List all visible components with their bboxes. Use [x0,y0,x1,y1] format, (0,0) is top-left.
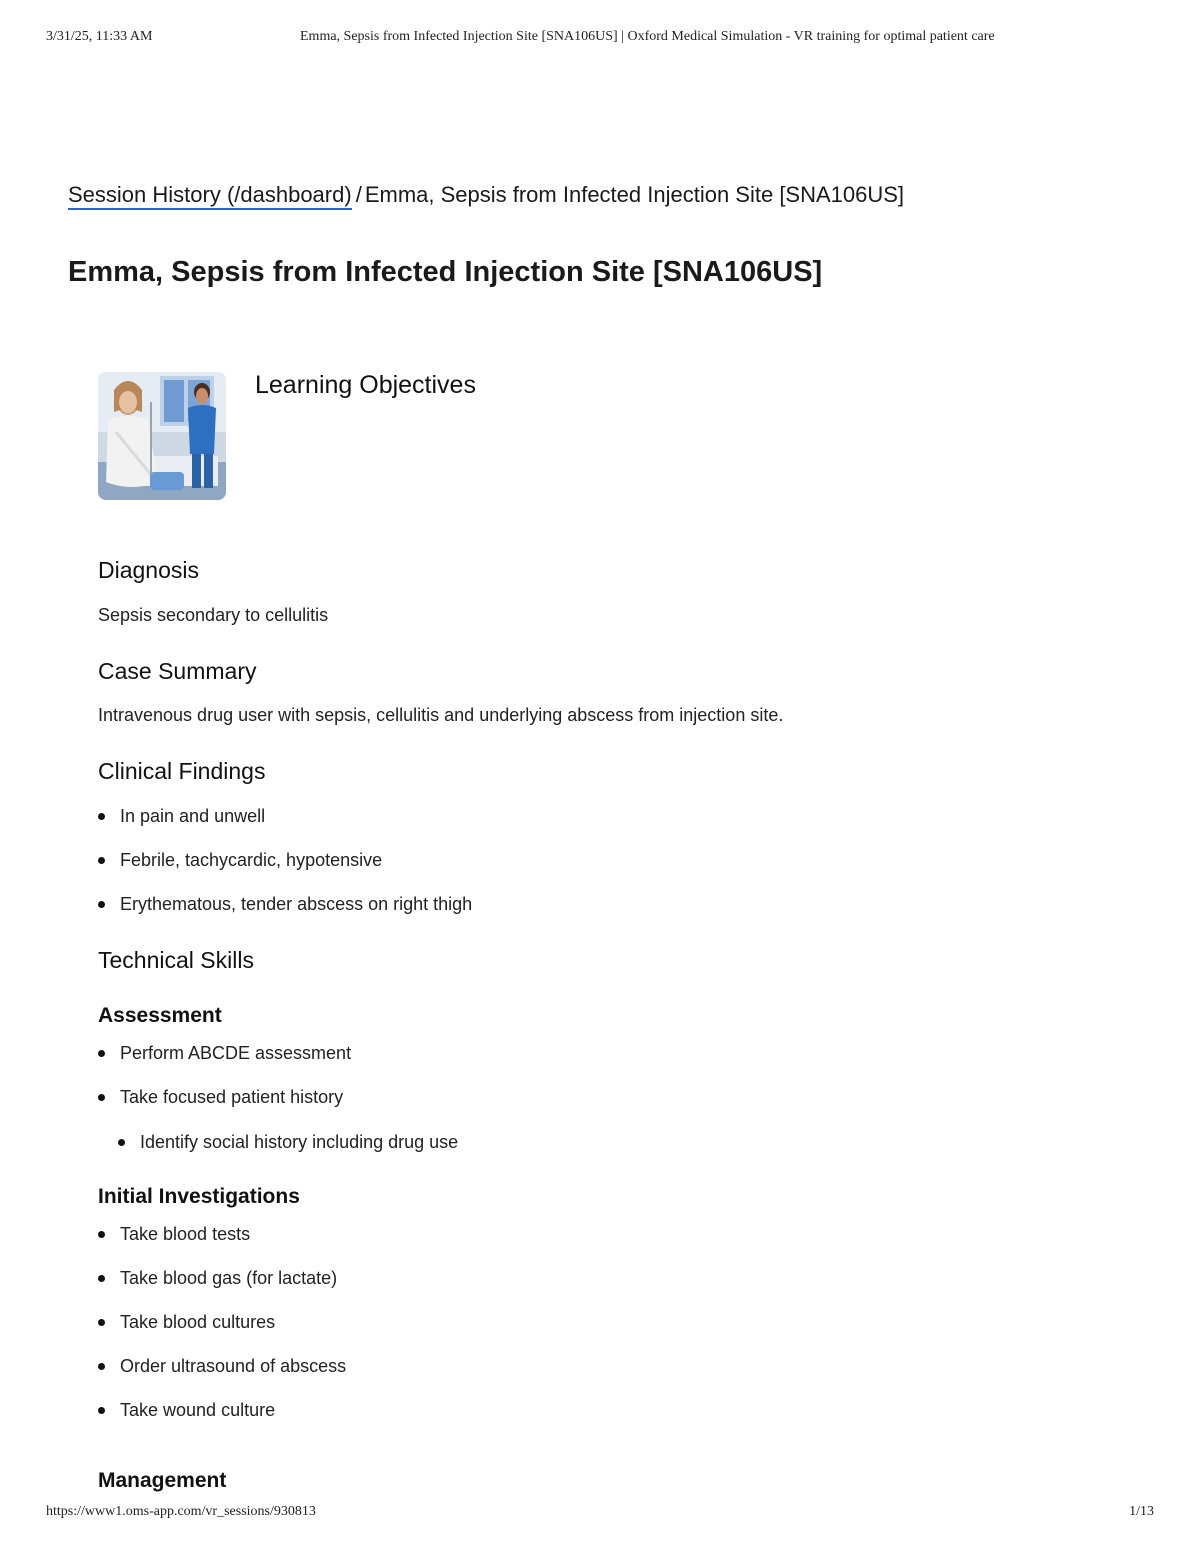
list-item: Take blood gas (for lactate) [98,1266,346,1310]
clinical-findings-heading: Clinical Findings [98,758,266,784]
print-doc-title: Emma, Sepsis from Infected Injection Site [SNA106US] | Oxford Medical Simulation - VR training for optimal patient care [300,29,995,44]
diagnosis-text: Sepsis secondary to cellulitis [98,605,329,625]
list-item: Take focused patient history [98,1085,351,1129]
print-footer [46,1504,1154,1524]
list-item: Febrile, tachycardic, hypotensive [98,848,472,892]
breadcrumb [68,182,904,208]
learning-objectives-title: Learning Objectives [255,371,476,399]
print-url: https://www1.oms-app.com/vr_sessions/930813 [46,1504,316,1519]
print-date: 3/31/25, 11:33 AM [46,29,153,44]
print-page-number: 1/13 [1129,1504,1154,1519]
list-item: Identify social history including drug use [118,1130,458,1174]
list-item: Perform ABCDE assessment [98,1041,351,1085]
case-summary-text: Intravenous drug user with sepsis, cellulitis and underlying abscess from injection site. [98,705,784,725]
list-item: Take wound culture [98,1398,346,1442]
list-item: Take blood tests [98,1222,346,1266]
breadcrumb-separator: / [355,182,362,207]
list-item: In pain and unwell [98,804,472,848]
assessment-heading: Assessment [98,1004,222,1027]
initial-investigations-list [98,1222,346,1442]
clinical-findings-list [98,804,472,936]
case-summary-heading: Case Summary [98,658,257,684]
list-item: Take blood cultures [98,1310,346,1354]
list-item: Erythematous, tender abscess on right thigh [98,892,472,936]
page-title: Emma, Sepsis from Infected Injection Site [SNA106US] [68,256,823,288]
technical-skills-heading: Technical Skills [98,947,254,973]
diagnosis-heading: Diagnosis [98,557,199,583]
management-heading: Management [98,1469,227,1492]
initial-investigations-heading: Initial Investigations [98,1185,300,1208]
assessment-list [98,1041,351,1129]
list-item: Order ultrasound of abscess [98,1354,346,1398]
breadcrumb-current: Emma, Sepsis from Infected Injection Site [SNA106US] [364,182,905,207]
breadcrumb-link-session-history[interactable]: Session History (/dashboard) [68,182,352,210]
print-header [46,29,1154,49]
assessment-sublist [118,1130,458,1174]
scenario-thumbnail [98,372,226,500]
